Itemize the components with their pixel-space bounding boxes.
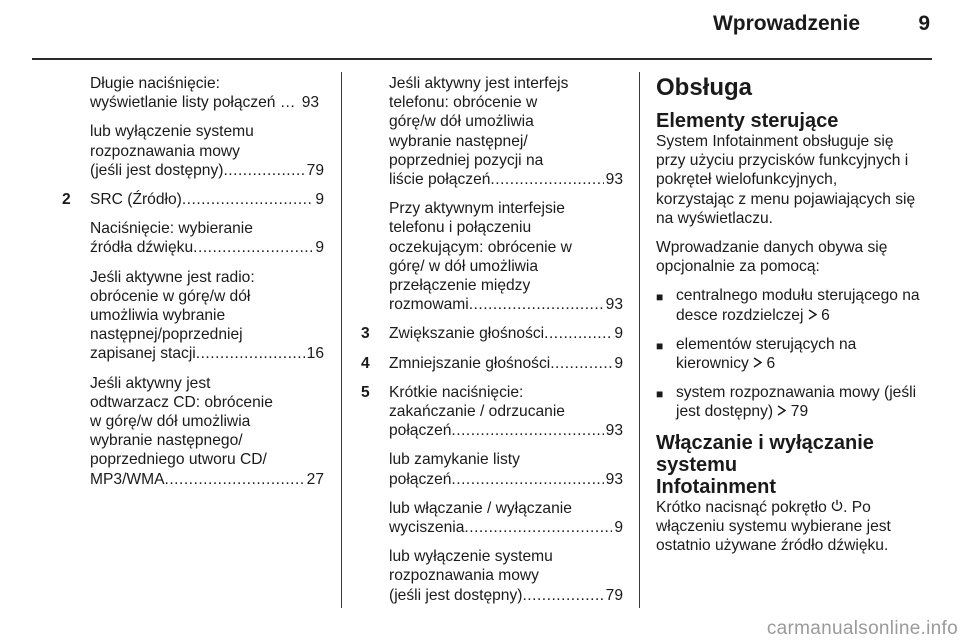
page-ref[interactable]: 93 [605, 171, 623, 189]
page-number: 9 [918, 12, 930, 35]
item-number: 3 [361, 325, 370, 343]
item-number: 2 [62, 191, 71, 209]
bullet-square-icon: ■ [656, 387, 664, 402]
subsection-heading: Włączanie i wyłączanie systemu Infotainment [656, 431, 874, 498]
item-number: 5 [361, 383, 370, 401]
numbered-item: 3 Zwiększanie głośności ..... 9 [389, 324, 623, 343]
section-heading: Obsługa [656, 74, 753, 101]
page-ref[interactable]: 16 [306, 345, 324, 363]
column-2 [361, 74, 623, 615]
page-ref[interactable]: 9 [614, 519, 623, 537]
page-ref[interactable]: 79 [790, 403, 809, 421]
page-ref[interactable]: 79 [306, 161, 324, 179]
page-ref[interactable]: 93 [605, 470, 623, 488]
page-ref[interactable]: 93 [605, 422, 623, 440]
page-ref[interactable]: 79 [605, 586, 623, 604]
paragraph: System Infotainment obsługuje się przy użyciu przycisków funkcyjnych i pokręteł wielofunkcyjnych, korzystając z menu pojawiających się na wyświetlaczu. [656, 133, 916, 227]
paragraph: Przy aktywnym interfejsie telefonu i połączeniu oczekującym: obrócenie w górę/ w dół umożliwia przełączenie między rozmowami ..... 93 [389, 199, 623, 314]
paragraph: lub włączanie / wyłączanie wyciszenia ..... 9 [389, 499, 623, 537]
page-ref[interactable]: 93 [605, 296, 623, 314]
page-header-title: Wprowadzenie [712, 12, 860, 35]
bullet-square-icon: ■ [656, 290, 664, 305]
paragraph: Naciśnięcie: wybieranie źródła dźwięku ..... 9 [90, 219, 324, 257]
paragraph: Jeśli aktywny jest interfejs telefonu: obrócenie w górę/w dół umożliwia wybranie następnej/ poprzedniej pozycji na liście połączeń ..... 93 [389, 74, 623, 189]
paragraph: Wprowadzanie danych obywa się opcjonalnie za pomocą: [656, 239, 888, 276]
bullet-item: ■ system rozpoznawania mowy (jeśli jest dostępny) 79 [656, 384, 917, 421]
page-ref[interactable]: 9 [315, 191, 324, 209]
numbered-item: 5 Krótkie naciśnięcie: zakańczanie / odrzucanie połączeń ..... 93 [389, 383, 623, 441]
paragraph: Długie naciśnięcie: wyświetlanie listy połączeń … 93 [90, 75, 320, 112]
paragraph: lub wyłączenie systemu rozpoznawania mowy (jeśli jest dostępny) ..... 79 [90, 122, 324, 180]
paragraph: Jeśli aktywne jest radio: obrócenie w górę/w dół umożliwia wybranie następnej/poprzedniej zapisanej stacji ..... 16 [90, 268, 324, 364]
page-ref[interactable]: 93 [301, 94, 320, 112]
item-number: 4 [361, 354, 370, 372]
numbered-item: 2 SRC (Źródło) ..... 9 [90, 190, 324, 209]
paragraph: Jeśli aktywny jest odtwarzacz CD: obrócenie w górę/w dół umożliwia wybranie następnego/ poprzedniego utworu CD/ MP3/WMA ..... 27 [90, 374, 324, 489]
subsection-heading: Elementy sterujące [656, 110, 839, 132]
page-ref[interactable]: 27 [306, 470, 324, 488]
page-ref[interactable]: 9 [614, 325, 623, 343]
arrow-ref-icon [777, 402, 786, 421]
header-rule [32, 58, 932, 60]
bullet-item: ■ elementów sterujących na kierownicy 6 [656, 335, 857, 373]
column-divider-2 [639, 72, 640, 608]
arrow-ref-icon [753, 354, 762, 373]
bullet-item: ■ centralnego modułu sterującego na desce rozdzielczej 6 [656, 287, 920, 324]
power-knob-icon [831, 498, 843, 517]
page-ref[interactable]: 9 [614, 354, 623, 372]
page-ref[interactable]: 9 [315, 239, 324, 257]
numbered-item: 4 Zmniejszanie głośności ..... 9 [389, 354, 623, 373]
column-1 [62, 74, 324, 499]
arrow-ref-icon [808, 306, 817, 325]
column-divider-1 [341, 72, 342, 608]
paragraph: lub wyłączenie systemu rozpoznawania mowy (jeśli jest dostępny) ..... 79 [389, 547, 623, 605]
paragraph: Krótko nacisnąć pokrętło . Po włączeniu systemu wybierane jest ostatnio używane źródło dźwięku. [656, 498, 891, 555]
column-3 [656, 74, 926, 565]
paragraph: lub zamykanie listy połączeń ..... 93 [389, 450, 623, 488]
bullet-square-icon: ■ [656, 338, 664, 353]
page-ref[interactable]: 6 [821, 306, 830, 324]
page-ref[interactable]: 6 [766, 355, 776, 373]
watermark: carmanualsonline.info [766, 618, 958, 639]
